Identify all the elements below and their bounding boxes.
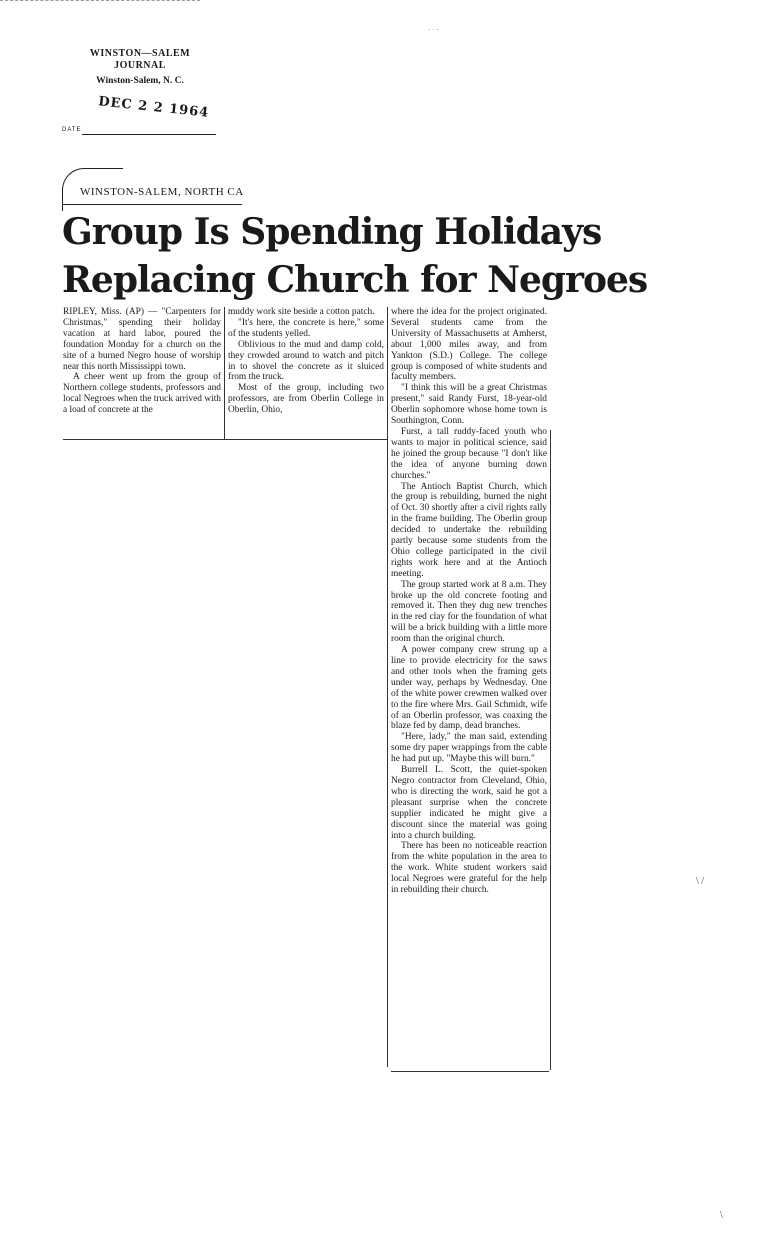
paragraph: Most of the group, including two professors, are from Oberlin College in Oberlin, Ohio, — [228, 383, 384, 416]
paragraph: "It's here, the concrete is here," some of the students yelled. — [228, 317, 384, 339]
headline-line1: Group Is Spending Holidays — [62, 211, 602, 253]
handwritten-date: DEC 2 2 1964 — [97, 94, 210, 121]
paragraph: "I think this will be a great Christmas present," said Randy Furst, 18-year-old Oberlin sophomore whose home town is Southington, Conn. — [391, 383, 547, 427]
scan-mark: \ — [720, 1210, 723, 1221]
paragraph: Furst, a tall ruddy-faced youth who wants to major in political science, said he joined the group because "I don't like the idea of anyone burning down churches." — [391, 426, 547, 481]
column-divider — [387, 307, 388, 1067]
scan-speckle: · · · — [428, 26, 439, 34]
paragraph: A cheer went up from the group of Northern college students, professors and local Negroes when the truck arrived with a load of concrete at the — [63, 372, 221, 416]
newspaper-stamp — [60, 48, 220, 86]
scan-mark: \ / — [696, 876, 705, 887]
paper-name-line1: WINSTON—SALEM — [89, 48, 191, 59]
paper-city: Winston-Salem, N. C. — [96, 76, 184, 86]
article-dateline: WINSTON-SALEM, NORTH CA — [80, 186, 244, 198]
article-column-1 — [63, 307, 221, 416]
dateline-rule — [62, 204, 242, 205]
article-column-3 — [391, 307, 547, 896]
column-divider — [224, 307, 225, 440]
headline-line2: Replacing Church for Negroes — [62, 259, 648, 301]
paragraph: where the idea for the project originated. Several students came from the University of Massachusetts at Amherst, about 1,000 miles away, and from Yankton (S.D.) College. The college group is composed of white students and faculty members. — [391, 307, 547, 383]
paragraph: There has been no noticeable reaction from the white population in the area to the work. White student workers said local Negroes were grateful for the help in rebuilding their church. — [391, 841, 547, 896]
paragraph: The Antioch Baptist Church, which the group is rebuilding, burned the night of Oct. 30 shortly after a civil rights rally in the frame building. The Oberlin group decided to undertake the rebuilding partly because some students from the Ohio college participated in the civil rights work here and at the Antioch meeting. — [391, 481, 547, 579]
paragraph: Burrell L. Scott, the quiet-spoken Negro contractor from Cleveland, Ohio, who is directing the work, said he got a pleasant surprise when the concrete supplier indicated he might give a discount since the material was going into a church building. — [391, 765, 547, 841]
clipping-bottom-edge — [391, 1071, 549, 1072]
paragraph: muddy work site beside a cotton patch. — [228, 307, 375, 317]
article-column-2 — [228, 307, 384, 416]
clipping-right-edge — [550, 430, 551, 1070]
paper-name-line2: JOURNAL — [114, 60, 166, 71]
paragraph: The group started work at 8 a.m. They broke up the old concrete footing and removed it. Then they dug new trenches in the red clay for the foundation of what will be a brick building with a little more room than the original church. — [391, 579, 547, 645]
paragraph: A power company crew strung up a line to provide electricity for the saws and other tools when the framing gets under way, perhaps by Wednesday. One of the white power crewmen walked over to the fire where Mrs. Gail Schmidt, wife of an Oberlin professor, was coaxing the blaze fed by damp, dead branches. — [391, 645, 547, 732]
paragraph: RIPLEY, Miss. (AP) — "Carpenters for Christmas," spending their holiday vacation at hard labor, poured the foundation Monday for a church on the site of a burned Negro house of worship near this north Mississippi town. — [63, 307, 221, 372]
date-underline — [82, 134, 216, 135]
date-label: DATE — [62, 127, 82, 133]
paragraph: "Here, lady," the man said, extending some dry paper wrappings from the cable he had put up. "Maybe this will burn." — [391, 732, 547, 765]
column-bottom-rule — [63, 439, 387, 440]
paragraph: Oblivious to the mud and damp cold, they crowded around to watch and pitch in to shovel the concrete as it sluiced from the truck. — [228, 339, 384, 383]
headline — [62, 208, 648, 304]
top-dashed-edge — [0, 0, 200, 3]
